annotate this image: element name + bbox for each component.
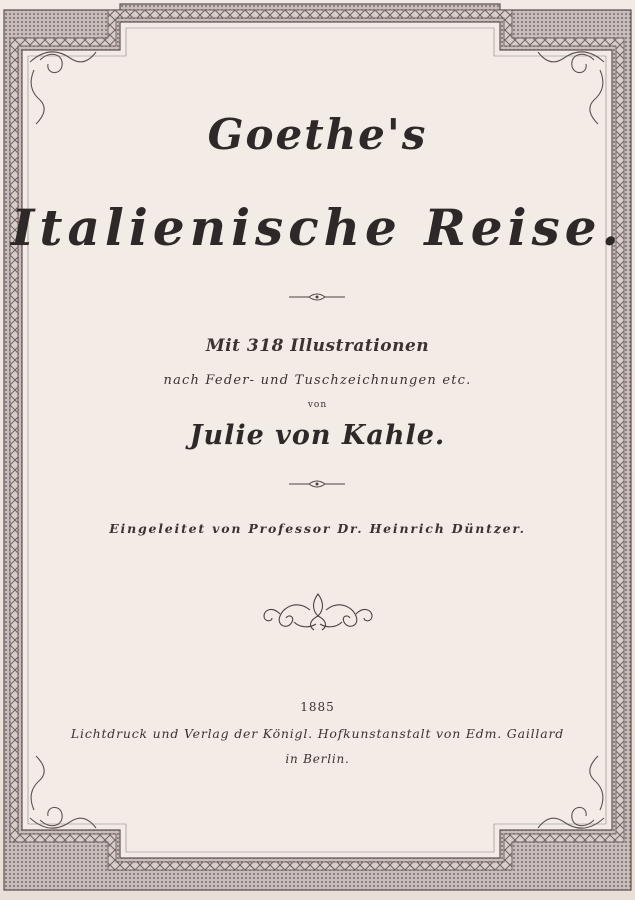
vignette-ornament	[260, 588, 376, 634]
title-line-1: Goethe's	[207, 110, 428, 159]
divider-ornament	[287, 478, 347, 490]
illustrations-line: Mit 318 Illustrationen	[205, 336, 430, 356]
author-name: Julie von Kahle.	[189, 420, 446, 451]
place-line: in Berlin.	[285, 752, 350, 766]
technique-line: nach Feder- und Tuschzeichnungen etc.	[163, 373, 472, 388]
publication-year: 1885	[300, 700, 335, 714]
introduction-line: Eingeleitet von Professor Dr. Heinrich Düntzer.	[109, 521, 526, 536]
divider-ornament	[287, 291, 347, 303]
publisher-line: Lichtdruck und Verlag der Königl. Hofkunstanstalt von Edm. Gaillard	[70, 726, 565, 741]
by-line: von	[307, 400, 328, 410]
title-line-2: Italienische Reise.	[11, 198, 624, 257]
